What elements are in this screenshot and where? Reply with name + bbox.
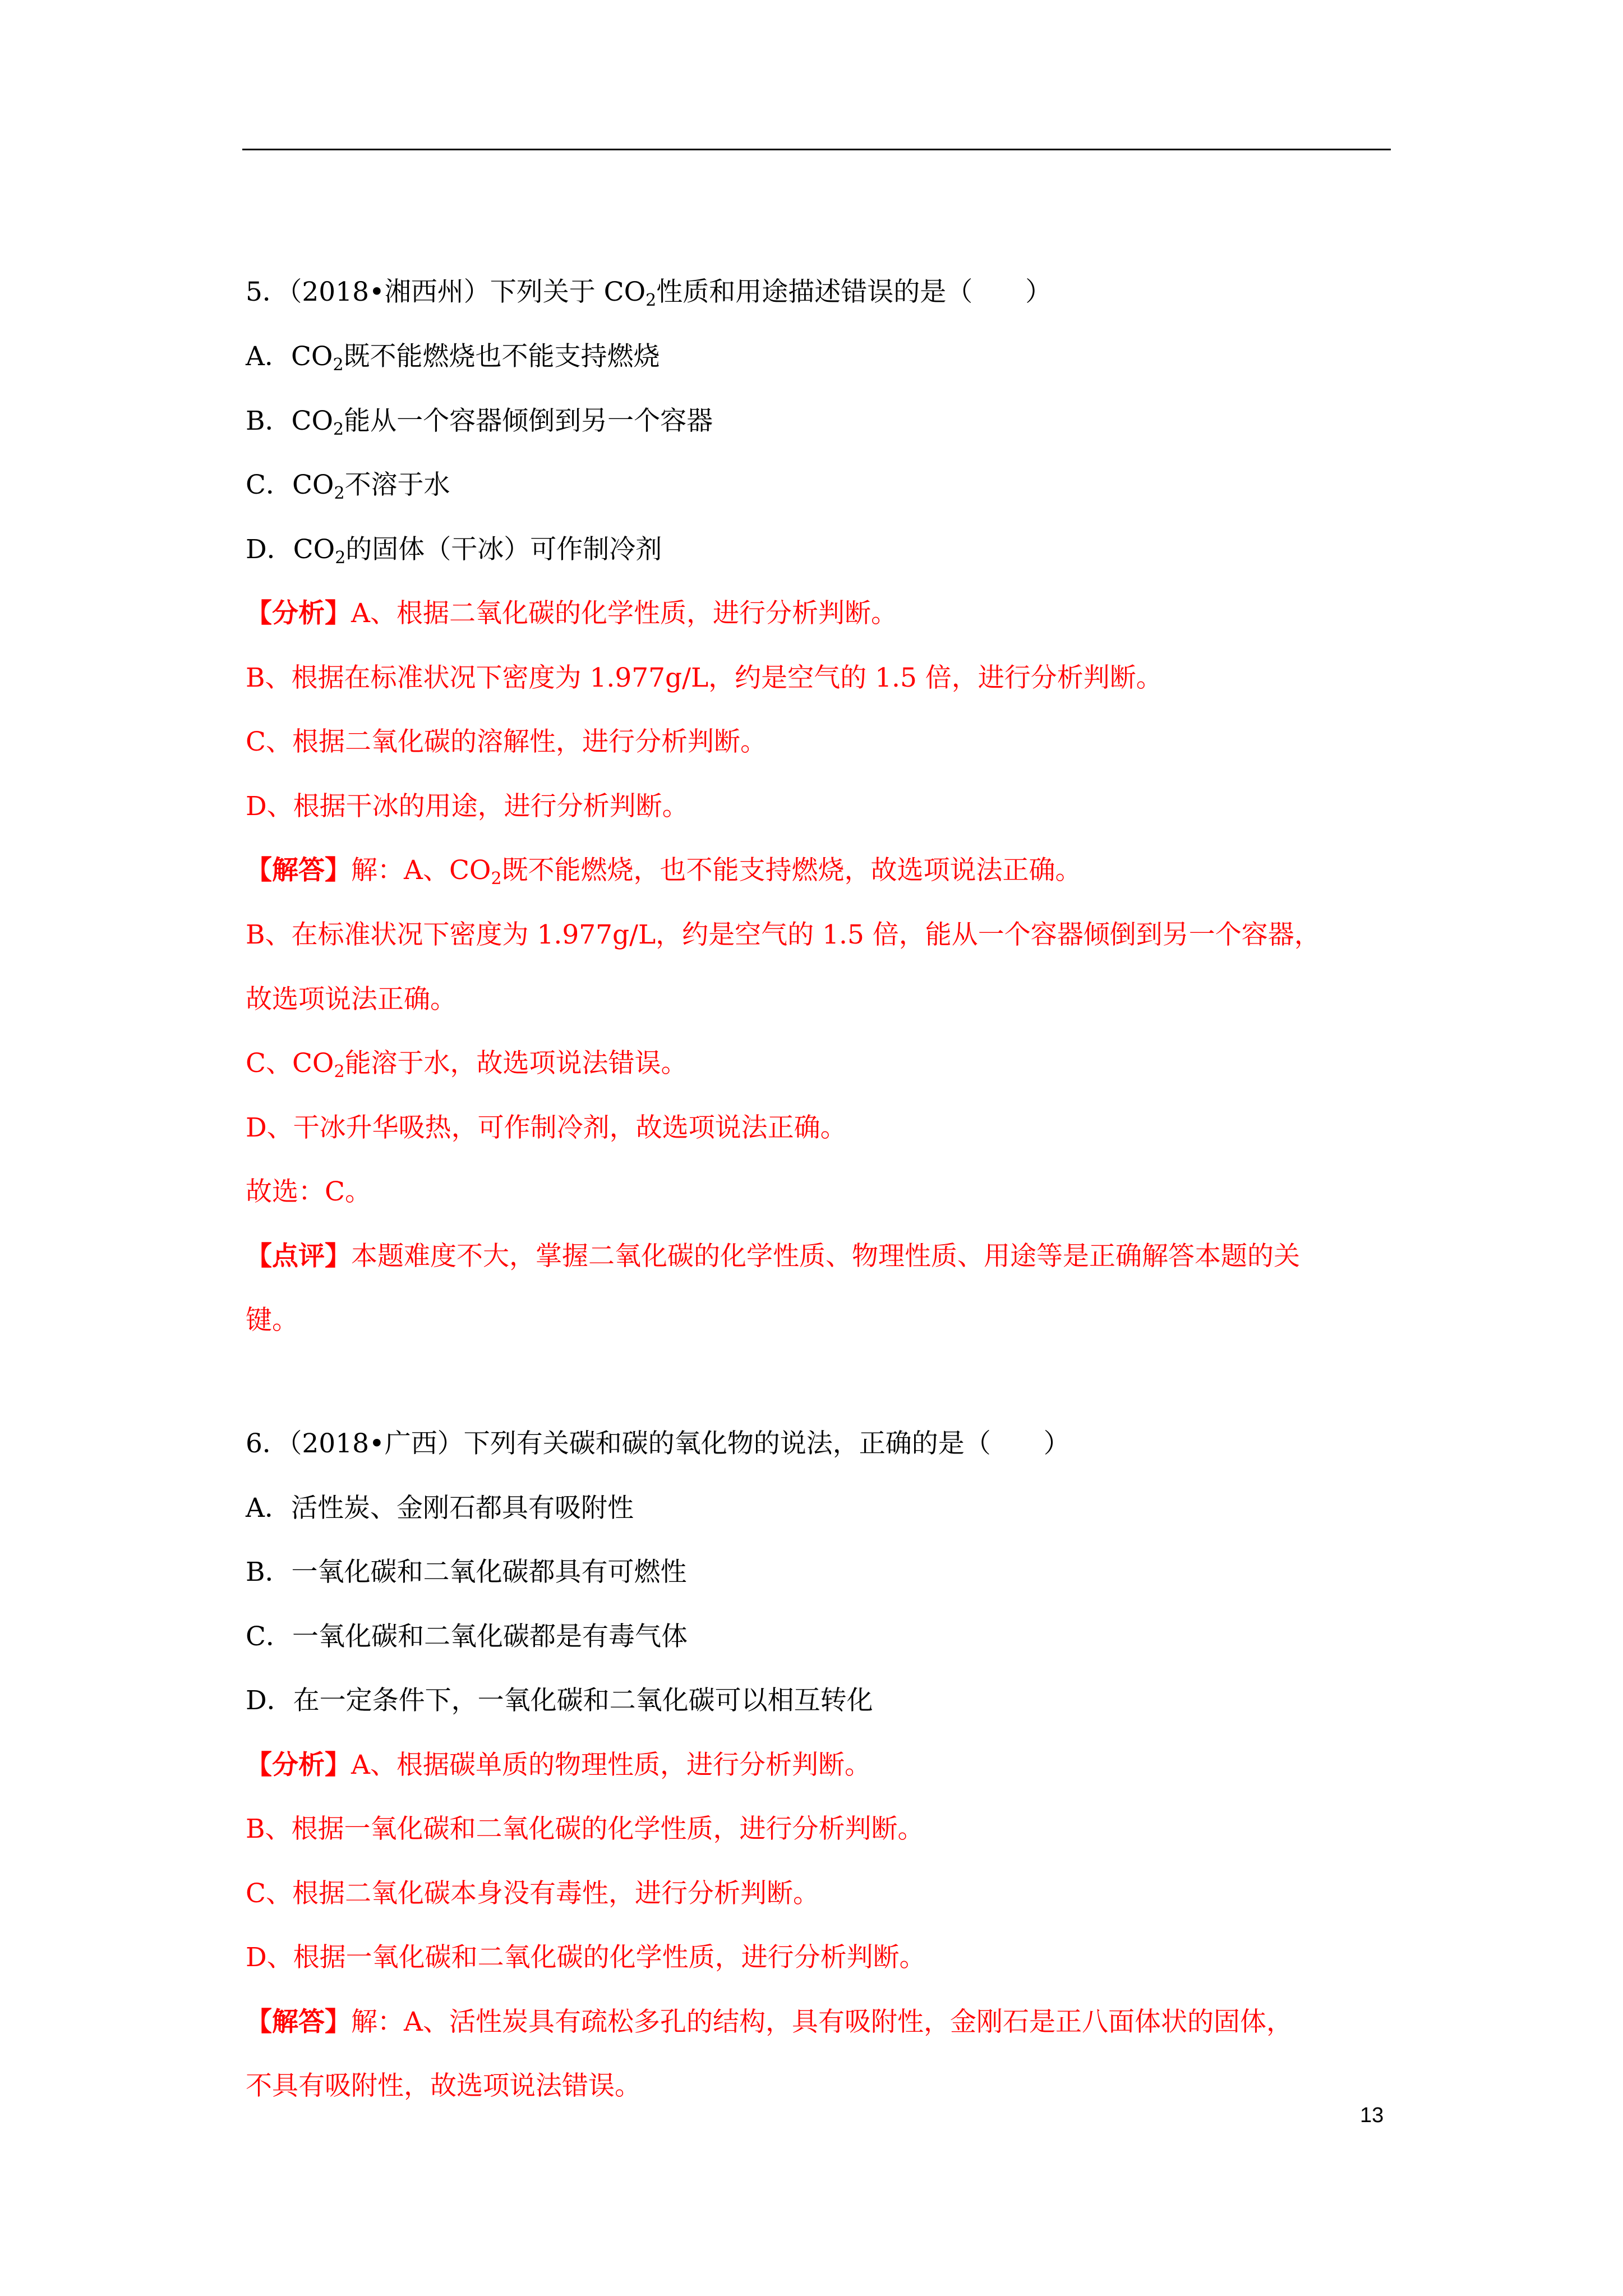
answer-tag: 【解答】 xyxy=(246,2007,351,2037)
q6-analysis-3: C、根据二氧化碳本身没有毒性，进行分析判断。 xyxy=(246,1878,819,1909)
q5-analysis-3: C、根据二氧化碳的溶解性，进行分析判断。 xyxy=(246,726,767,757)
q6-option-a: A．活性炭、金刚石都具有吸附性 xyxy=(246,1493,634,1524)
q5-analysis-4: D、根据干冰的用途，进行分析判断。 xyxy=(246,791,689,822)
q6-answer-1b: 不具有吸附性，故选项说法错误。 xyxy=(246,2070,641,2101)
q6-option-d: D．在一定条件下，一氧化碳和二氧化碳可以相互转化 xyxy=(246,1685,873,1716)
q5-answer-4: D、干冰升华吸热，可作制冷剂，故选项说法正确。 xyxy=(246,1112,847,1143)
q5-option-b: B．$CO_2$能从一个容器倾倒到另一个容器 xyxy=(246,406,713,439)
q5-answer-2a: B、在标准状况下密度为 1.977g/L，约是空气的 1.5 倍，能从一个容器倾倒到另一个容器， xyxy=(246,919,1321,950)
q6-answer-1a: 【解答】解：A、活性炭具有疏松多孔的结构，具有吸附性，金刚石是正八面体状的固体， xyxy=(246,2007,1293,2037)
q6-analysis-2: B、根据一氧化碳和二氧化碳的化学性质，进行分析判断。 xyxy=(246,1814,924,1844)
q5-stem: 5．（2018•湘西州）下列关于 $CO_2$性质和用途描述错误的是（ ） xyxy=(246,277,1052,310)
q5-comment-2: 键。 xyxy=(246,1305,298,1336)
q5-option-c: C．$CO_2$不溶于水 xyxy=(246,470,450,503)
q5-option-a: A．$CO_2$既不能燃烧也不能支持燃烧 xyxy=(246,341,660,375)
q5-answer-1: 【解答】解：A、$CO_2$既不能燃烧，也不能支持燃烧，故选项说法正确。 xyxy=(246,855,1082,889)
answer-tag: 【解答】 xyxy=(246,855,351,886)
q6-stem: 6．（2018•广西）下列有关碳和碳的氧化物的说法，正确的是（ ） xyxy=(246,1428,1070,1459)
q6-analysis-4: D、根据一氧化碳和二氧化碳的化学性质，进行分析判断。 xyxy=(246,1942,926,1973)
q5-choice: 故选：C。 xyxy=(246,1176,371,1207)
q6-option-c: C．一氧化碳和二氧化碳都是有毒气体 xyxy=(246,1621,688,1652)
page-number: 13 xyxy=(1360,2104,1384,2127)
q6-analysis-1: 【分析】A、根据碳单质的物理性质，进行分析判断。 xyxy=(246,1750,871,1780)
analysis-tag: 【分析】 xyxy=(246,1750,351,1780)
q6-option-b: B．一氧化碳和二氧化碳都具有可燃性 xyxy=(246,1557,687,1588)
header-rule xyxy=(242,149,1391,150)
analysis-tag: 【分析】 xyxy=(246,598,351,629)
q5-answer-3: C、$CO_2$能溶于水，故选项说法错误。 xyxy=(246,1048,688,1082)
comment-tag: 【点评】 xyxy=(246,1241,351,1272)
q5-option-d: D．$CO_2$的固体（干冰）可作制冷剂 xyxy=(246,534,662,568)
q5-analysis-2: B、根据在标准状况下密度为 1.977g/L，约是空气的 1.5 倍，进行分析判断。 xyxy=(246,662,1163,693)
q5-analysis-1: 【分析】A、根据二氧化碳的化学性质，进行分析判断。 xyxy=(246,598,897,629)
q5-answer-2b: 故选项说法正确。 xyxy=(246,984,457,1015)
q5-comment-1: 【点评】本题难度不大，掌握二氧化碳的化学性质、物理性质、用途等是正确解答本题的关 xyxy=(246,1241,1300,1272)
